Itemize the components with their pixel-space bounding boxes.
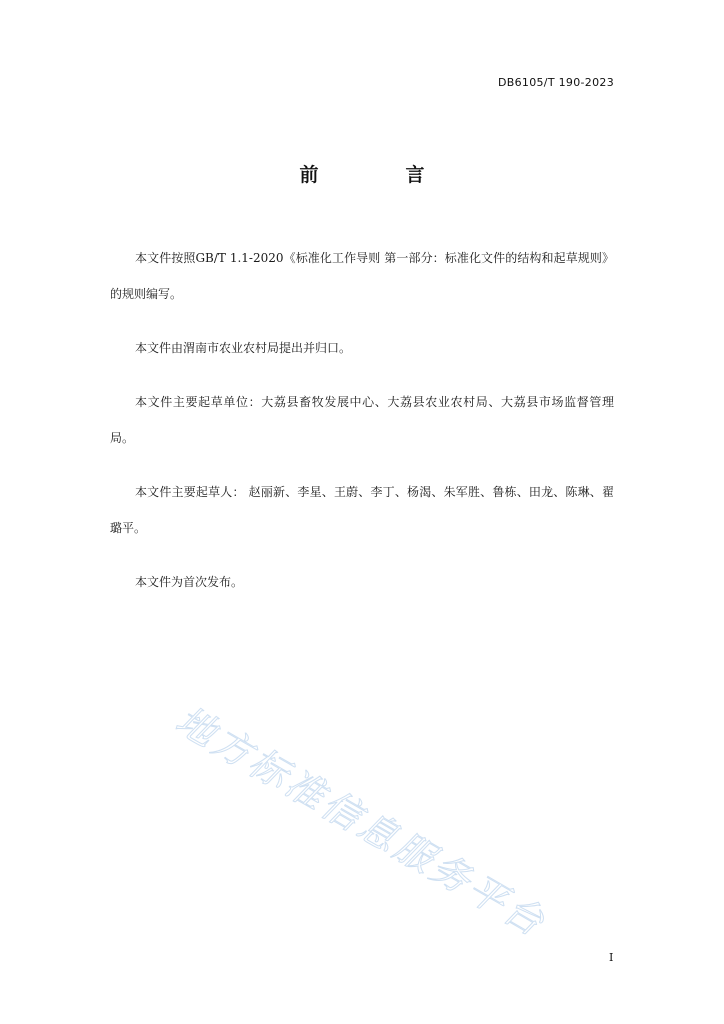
paragraph-proposer: 本文件由渭南市农业农村局提出并归口。	[135, 341, 352, 355]
page-number: I	[609, 951, 614, 964]
foreword-body	[110, 240, 614, 618]
page-title: 前 言	[299, 164, 459, 186]
paragraph-drafters: 本文件主要起草人： 赵丽新、李星、王蔚、李丁、杨渴、朱军胜、鲁栋、田龙、陈琳、翟璐平。	[110, 485, 614, 535]
paragraph-first-release: 本文件为首次发布。	[135, 575, 244, 589]
watermark: 地方标准信息服务平台	[168, 697, 555, 946]
document-code: DB6105/T 190-2023	[498, 76, 614, 89]
paragraph-drafting-rules: 本文件按照GB/T 1.1-2020《标准化工作导则 第一部分：标准化文件的结构和起草规则》的规则编写。	[110, 251, 614, 301]
paragraph-drafting-units: 本文件主要起草单位：大荔县畜牧发展中心、大荔县农业农村局、大荔县市场监督管理局。	[110, 395, 614, 445]
